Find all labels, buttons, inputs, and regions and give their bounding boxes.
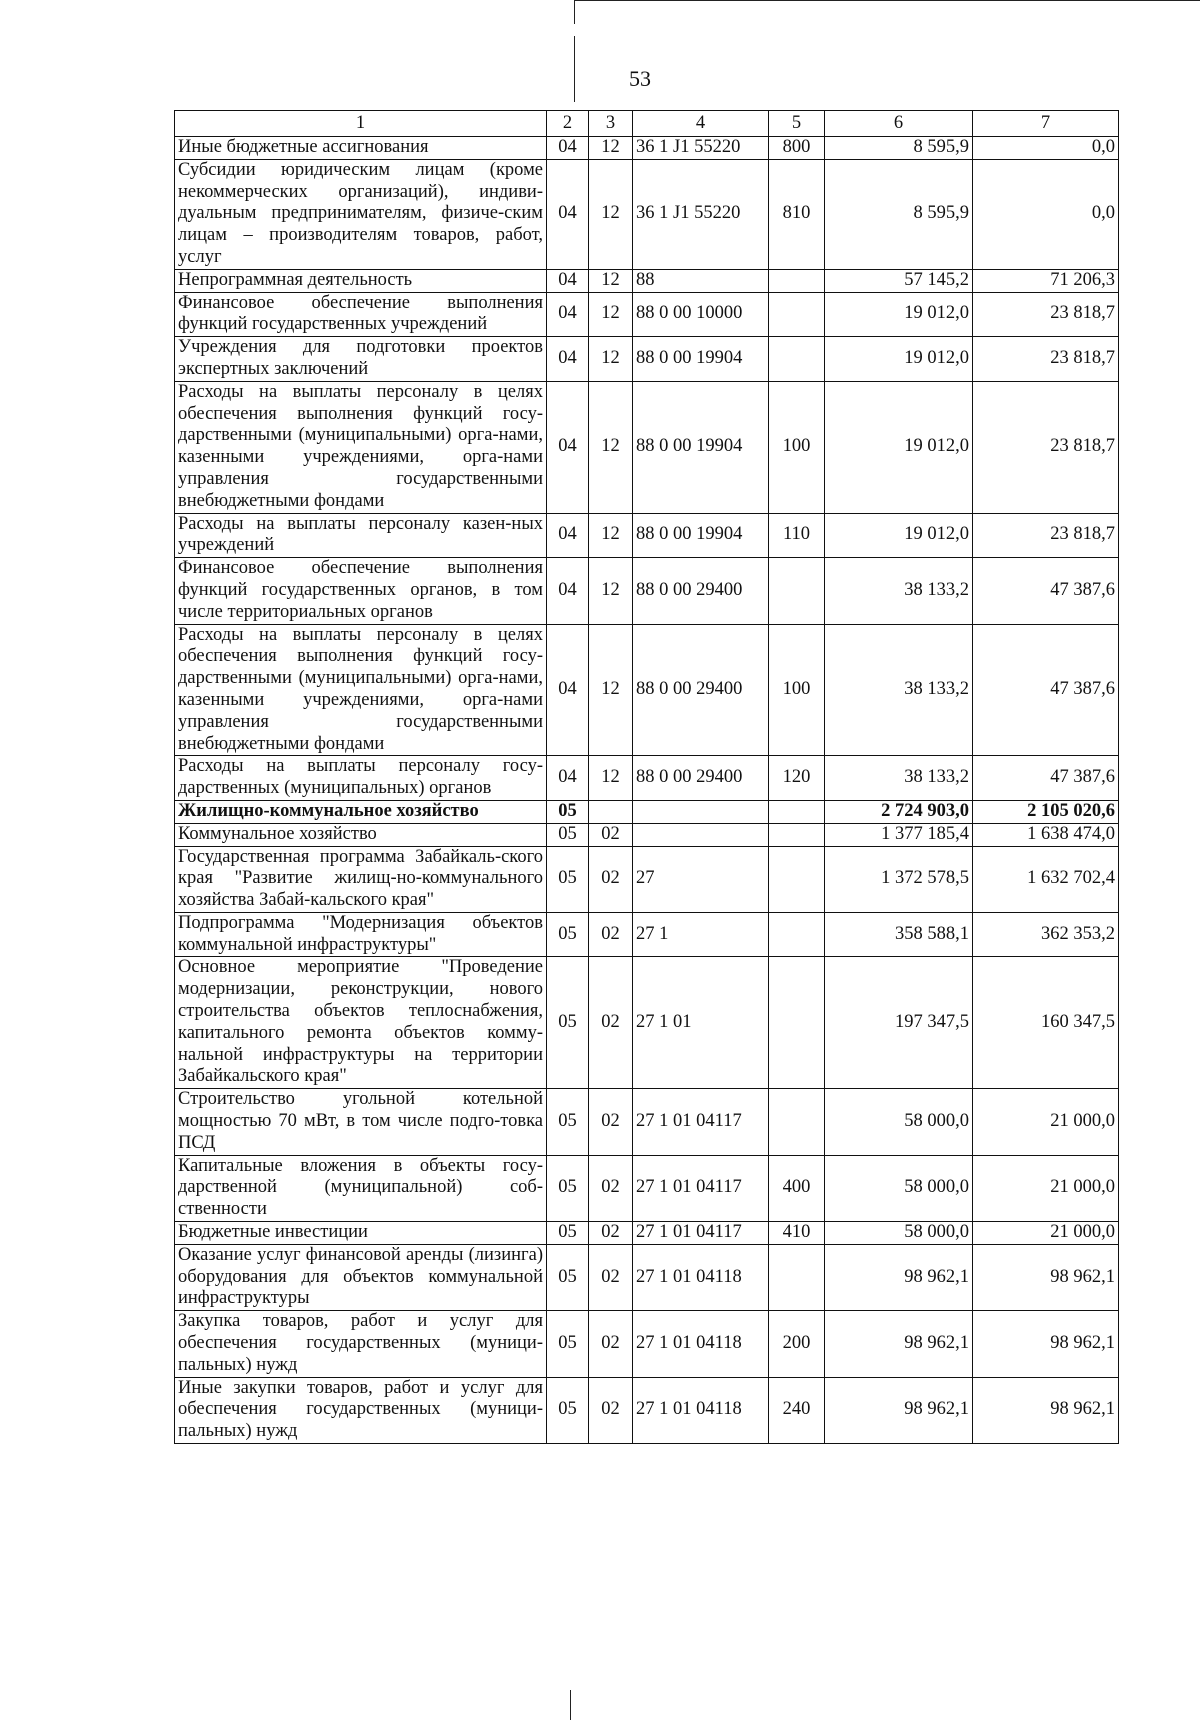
- expense-type-cell: [769, 292, 825, 337]
- expense-type-cell: [769, 558, 825, 624]
- amount-col6-cell: 58 000,0: [825, 1155, 973, 1221]
- scan-artifact-line: [570, 1690, 571, 1720]
- target-article-cell: 27 1 01 04118: [633, 1244, 769, 1310]
- target-article-cell: 27 1 01: [633, 957, 769, 1089]
- section-code-cell: 05: [547, 800, 589, 823]
- row-name-cell: Государственная программа Забайкаль-ского края "Развитие жилищ-но-коммунального хозяйства Забай-кальского края": [175, 846, 547, 912]
- section-code-cell: 05: [547, 1155, 589, 1221]
- subsection-code-cell: 12: [589, 381, 633, 513]
- target-article-cell: [633, 800, 769, 823]
- subsection-code-cell: 02: [589, 1377, 633, 1443]
- amount-col7-cell: 23 818,7: [973, 292, 1119, 337]
- table-row: [175, 800, 1119, 823]
- table-row: [175, 756, 1119, 801]
- section-code-cell: 05: [547, 957, 589, 1089]
- amount-col6-cell: 38 133,2: [825, 624, 973, 756]
- row-name-cell: Капитальные вложения в объекты госу-дарственной (муниципальной) соб-ственности: [175, 1155, 547, 1221]
- table-row: [175, 1244, 1119, 1310]
- scan-artifact-line: [574, 0, 1200, 1]
- row-name-cell: Расходы на выплаты персоналу в целях обеспечения выполнения функций госу-дарственными (муниципальными) орга-нами, казенными учреждениями, орга-нами управления государственными внебюджетными фондами: [175, 624, 547, 756]
- amount-col7-cell: 21 000,0: [973, 1089, 1119, 1155]
- target-article-cell: 88 0 00 29400: [633, 756, 769, 801]
- section-code-cell: 05: [547, 912, 589, 957]
- row-name-cell: Подпрограмма "Модернизация объектов коммунальной инфраструктуры": [175, 912, 547, 957]
- column-header: 2: [547, 111, 589, 137]
- section-code-cell: 05: [547, 1377, 589, 1443]
- subsection-code-cell: 12: [589, 159, 633, 269]
- column-header: 4: [633, 111, 769, 137]
- amount-col6-cell: 58 000,0: [825, 1089, 973, 1155]
- table-row: [175, 269, 1119, 292]
- row-name-cell: Коммунальное хозяйство: [175, 823, 547, 846]
- amount-col7-cell: 0,0: [973, 137, 1119, 160]
- expense-type-cell: [769, 269, 825, 292]
- table-row: [175, 1089, 1119, 1155]
- table-row: [175, 1377, 1119, 1443]
- table-row: [175, 292, 1119, 337]
- section-code-cell: 04: [547, 624, 589, 756]
- table-row: [175, 823, 1119, 846]
- amount-col6-cell: 19 012,0: [825, 292, 973, 337]
- expense-type-cell: 100: [769, 624, 825, 756]
- section-code-cell: 05: [547, 1244, 589, 1310]
- amount-col7-cell: 21 000,0: [973, 1222, 1119, 1245]
- target-article-cell: 88: [633, 269, 769, 292]
- expense-type-cell: 200: [769, 1311, 825, 1377]
- column-header: 7: [973, 111, 1119, 137]
- expense-type-cell: [769, 1089, 825, 1155]
- page-number: 53: [629, 66, 651, 91]
- scan-artifact-line: [574, 0, 575, 24]
- subsection-code-cell: 02: [589, 912, 633, 957]
- subsection-code-cell: 12: [589, 513, 633, 558]
- amount-col6-cell: 38 133,2: [825, 756, 973, 801]
- table-row: [175, 624, 1119, 756]
- amount-col6-cell: 1 377 185,4: [825, 823, 973, 846]
- column-header: 5: [769, 111, 825, 137]
- amount-col6-cell: 358 588,1: [825, 912, 973, 957]
- row-name-cell: Иные бюджетные ассигнования: [175, 137, 547, 160]
- expense-type-cell: 400: [769, 1155, 825, 1221]
- row-name-cell: Финансовое обеспечение выполнения функций государственных учреждений: [175, 292, 547, 337]
- subsection-code-cell: 12: [589, 137, 633, 160]
- amount-col6-cell: 98 962,1: [825, 1244, 973, 1310]
- target-article-cell: 88 0 00 10000: [633, 292, 769, 337]
- subsection-code-cell: 12: [589, 756, 633, 801]
- amount-col7-cell: 21 000,0: [973, 1155, 1119, 1221]
- target-article-cell: 88 0 00 19904: [633, 513, 769, 558]
- section-code-cell: 04: [547, 513, 589, 558]
- amount-col7-cell: 47 387,6: [973, 756, 1119, 801]
- row-name-cell: Жилищно-коммунальное хозяйство: [175, 800, 547, 823]
- target-article-cell: 27 1 01 04118: [633, 1377, 769, 1443]
- section-code-cell: 04: [547, 558, 589, 624]
- expense-type-cell: 120: [769, 756, 825, 801]
- subsection-code-cell: 02: [589, 1244, 633, 1310]
- subsection-code-cell: 02: [589, 1222, 633, 1245]
- expense-type-cell: 800: [769, 137, 825, 160]
- amount-col7-cell: 47 387,6: [973, 558, 1119, 624]
- table-row: [175, 137, 1119, 160]
- row-name-cell: Иные закупки товаров, работ и услуг для обеспечения государственных (муници-пальных) нужд: [175, 1377, 547, 1443]
- subsection-code-cell: 12: [589, 337, 633, 382]
- row-name-cell: Закупка товаров, работ и услуг для обеспечения государственных (муници-пальных) нужд: [175, 1311, 547, 1377]
- amount-col7-cell: 2 105 020,6: [973, 800, 1119, 823]
- column-header: 6: [825, 111, 973, 137]
- row-name-cell: Строительство угольной котельной мощностью 70 мВт, в том числе подго-товка ПСД: [175, 1089, 547, 1155]
- target-article-cell: 27 1 01 04117: [633, 1089, 769, 1155]
- row-name-cell: Субсидии юридическим лицам (кроме некоммерческих организаций), индиви-дуальным предпринимателям, физиче-ским лицам – производителям товаров, работ, услуг: [175, 159, 547, 269]
- subsection-code-cell: 12: [589, 269, 633, 292]
- subsection-code-cell: 02: [589, 823, 633, 846]
- expense-type-cell: [769, 957, 825, 1089]
- section-code-cell: 05: [547, 1311, 589, 1377]
- target-article-cell: 88 0 00 29400: [633, 558, 769, 624]
- subsection-code-cell: 12: [589, 558, 633, 624]
- row-name-cell: Финансовое обеспечение выполнения функций государственных органов, в том числе территориальных органов: [175, 558, 547, 624]
- amount-col7-cell: 98 962,1: [973, 1311, 1119, 1377]
- table-row: [175, 159, 1119, 269]
- subsection-code-cell: 02: [589, 957, 633, 1089]
- row-name-cell: Учреждения для подготовки проектов экспертных заключений: [175, 337, 547, 382]
- subsection-code-cell: 02: [589, 1311, 633, 1377]
- target-article-cell: 88 0 00 29400: [633, 624, 769, 756]
- expense-type-cell: [769, 1244, 825, 1310]
- table-row: [175, 558, 1119, 624]
- table-row: [175, 1311, 1119, 1377]
- table-row: [175, 1155, 1119, 1221]
- target-article-cell: [633, 823, 769, 846]
- amount-col6-cell: 8 595,9: [825, 159, 973, 269]
- section-code-cell: 04: [547, 269, 589, 292]
- target-article-cell: 36 1 J1 55220: [633, 137, 769, 160]
- table-row: [175, 381, 1119, 513]
- expense-type-cell: [769, 912, 825, 957]
- section-code-cell: 04: [547, 337, 589, 382]
- expense-type-cell: 110: [769, 513, 825, 558]
- expense-type-cell: 410: [769, 1222, 825, 1245]
- amount-col7-cell: 1 632 702,4: [973, 846, 1119, 912]
- column-header: 3: [589, 111, 633, 137]
- column-header: 1: [175, 111, 547, 137]
- table-row: [175, 337, 1119, 382]
- section-code-cell: 04: [547, 159, 589, 269]
- row-name-cell: Основное мероприятие "Проведение модернизации, реконструкции, нового строительства объектов теплоснабжения, капитального ремонта объектов комму-нальной инфраструктуры на территории Забайкальского края": [175, 957, 547, 1089]
- amount-col7-cell: 23 818,7: [973, 337, 1119, 382]
- expense-type-cell: 240: [769, 1377, 825, 1443]
- section-code-cell: 04: [547, 381, 589, 513]
- target-article-cell: 27 1 01 04117: [633, 1222, 769, 1245]
- amount-col7-cell: 1 638 474,0: [973, 823, 1119, 846]
- table-row: [175, 1222, 1119, 1245]
- row-name-cell: Расходы на выплаты персоналу казен-ных учреждений: [175, 513, 547, 558]
- target-article-cell: 88 0 00 19904: [633, 381, 769, 513]
- amount-col6-cell: 2 724 903,0: [825, 800, 973, 823]
- target-article-cell: 27 1 01 04118: [633, 1311, 769, 1377]
- target-article-cell: 36 1 J1 55220: [633, 159, 769, 269]
- amount-col7-cell: 98 962,1: [973, 1377, 1119, 1443]
- row-name-cell: Непрограммная деятельность: [175, 269, 547, 292]
- amount-col6-cell: 58 000,0: [825, 1222, 973, 1245]
- table-row: [175, 912, 1119, 957]
- expense-type-cell: 810: [769, 159, 825, 269]
- subsection-code-cell: 02: [589, 846, 633, 912]
- row-name-cell: Расходы на выплаты персоналу в целях обеспечения выполнения функций госу-дарственными (муниципальными) орга-нами, казенными учреждениями, орга-нами управления государственными внебюджетными фондами: [175, 381, 547, 513]
- amount-col7-cell: 160 347,5: [973, 957, 1119, 1089]
- row-name-cell: Оказание услуг финансовой аренды (лизинга) оборудования для объектов коммунальной инфраструктуры: [175, 1244, 547, 1310]
- expense-type-cell: [769, 823, 825, 846]
- target-article-cell: 27 1 01 04117: [633, 1155, 769, 1221]
- subsection-code-cell: 12: [589, 624, 633, 756]
- row-name-cell: Бюджетные инвестиции: [175, 1222, 547, 1245]
- amount-col6-cell: 8 595,9: [825, 137, 973, 160]
- amount-col7-cell: 23 818,7: [973, 513, 1119, 558]
- amount-col7-cell: 98 962,1: [973, 1244, 1119, 1310]
- section-code-cell: 05: [547, 1222, 589, 1245]
- amount-col6-cell: 19 012,0: [825, 337, 973, 382]
- amount-col6-cell: 197 347,5: [825, 957, 973, 1089]
- table-row: [175, 957, 1119, 1089]
- target-article-cell: 27 1: [633, 912, 769, 957]
- expense-type-cell: [769, 337, 825, 382]
- amount-col6-cell: 19 012,0: [825, 513, 973, 558]
- amount-col6-cell: 38 133,2: [825, 558, 973, 624]
- amount-col6-cell: 98 962,1: [825, 1377, 973, 1443]
- amount-col6-cell: 1 372 578,5: [825, 846, 973, 912]
- amount-col6-cell: 98 962,1: [825, 1311, 973, 1377]
- section-code-cell: 04: [547, 137, 589, 160]
- amount-col7-cell: 71 206,3: [973, 269, 1119, 292]
- row-name-cell: Расходы на выплаты персоналу госу-дарственных (муниципальных) органов: [175, 756, 547, 801]
- amount-col6-cell: 19 012,0: [825, 381, 973, 513]
- table-row: [175, 846, 1119, 912]
- amount-col7-cell: 0,0: [973, 159, 1119, 269]
- budget-table: [174, 110, 1119, 1444]
- subsection-code-cell: 02: [589, 1155, 633, 1221]
- amount-col7-cell: 362 353,2: [973, 912, 1119, 957]
- expense-type-cell: 100: [769, 381, 825, 513]
- target-article-cell: 88 0 00 19904: [633, 337, 769, 382]
- amount-col7-cell: 47 387,6: [973, 624, 1119, 756]
- table-row: [175, 513, 1119, 558]
- amount-col6-cell: 57 145,2: [825, 269, 973, 292]
- section-code-cell: 05: [547, 823, 589, 846]
- section-code-cell: 04: [547, 756, 589, 801]
- section-code-cell: 05: [547, 1089, 589, 1155]
- subsection-code-cell: 02: [589, 1089, 633, 1155]
- expense-type-cell: [769, 800, 825, 823]
- subsection-code-cell: 12: [589, 292, 633, 337]
- section-code-cell: 04: [547, 292, 589, 337]
- subsection-code-cell: [589, 800, 633, 823]
- section-code-cell: 05: [547, 846, 589, 912]
- expense-type-cell: [769, 846, 825, 912]
- target-article-cell: 27: [633, 846, 769, 912]
- table-header-row: [175, 111, 1119, 137]
- amount-col7-cell: 23 818,7: [973, 381, 1119, 513]
